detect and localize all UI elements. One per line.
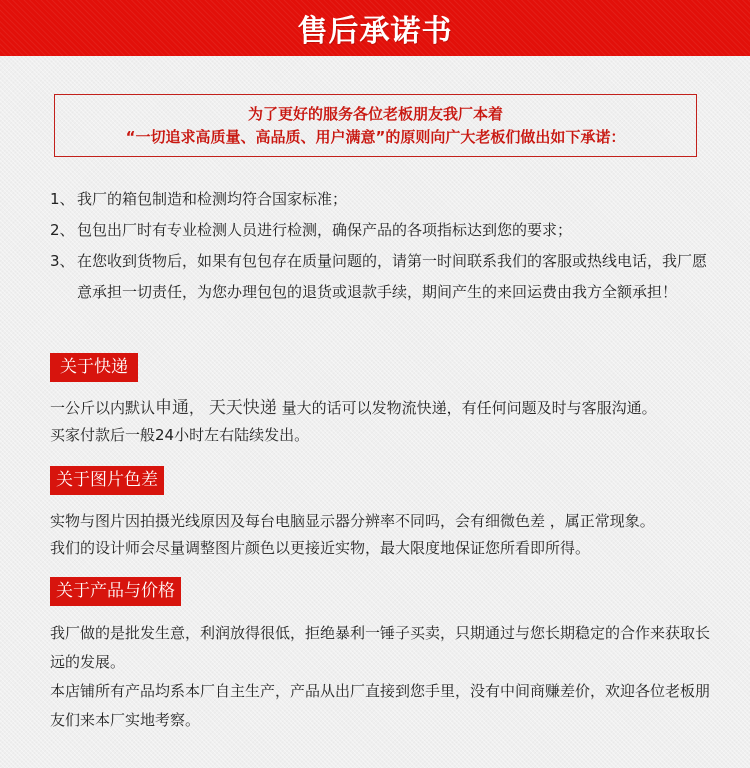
intro-line-1: 为了更好的服务各位老板朋友我厂本着 [247, 104, 503, 123]
intro-box [54, 94, 697, 157]
separator: ， [189, 399, 205, 417]
express-line-2: 买家付款后一般24小时左右陆续发出。 [50, 426, 310, 444]
commitment-number: 2、 [50, 221, 75, 239]
commitment-item [50, 184, 720, 215]
commitment-text: 我厂的箱包制造和检测均符合国家标准； [77, 190, 348, 208]
page-title: 售后承诺书 [297, 14, 453, 49]
commitment-item [50, 246, 720, 308]
commitment-number: 3、 [50, 252, 75, 270]
intro-line-2: “一切追求高质量、高品质、用户满意”的原则向广大老板们做出如下承诺： [125, 127, 626, 146]
product-price-p2: 本店铺所有产品均系本厂自主生产，产品从出厂直接到您手里，没有中间商赚差价，欢迎各位老板朋友们来本厂实地考察。 [50, 682, 711, 729]
section-tag-product-price: 关于产品与价格 [50, 577, 181, 606]
express-text: 量大的话可以发物流快递，有任何问题及时与客服沟通。 [281, 399, 657, 417]
commitment-text: 在您收到货物后，如果有包包存在质量问题的，请第一时间联系我们的客服或热线电话，我厂愿意承担一切责任，为您办理包包的退货或退款手续，期间产生的来回运费由我方全额承担！ [77, 252, 708, 301]
section-tag-color-diff: 关于图片色差 [50, 466, 164, 495]
commitment-list [50, 184, 720, 308]
product-price-paragraph [50, 619, 720, 735]
color-diff-line-1: 实物与图片因拍摄光线原因及每台电脑显示器分辨率不同吗，会有细微色差 ，属正常现象。 [50, 512, 655, 530]
express-paragraph [50, 395, 720, 449]
commitment-number: 1、 [50, 190, 75, 208]
color-diff-line-2: 我们的设计师会尽量调整图片颜色以更接近实物，最大限度地保证您所看即所得。 [50, 539, 591, 557]
commitment-text: 包包出厂时有专业检测人员进行检测，确保产品的各项指标达到您的要求； [77, 221, 573, 239]
commitment-item [50, 215, 720, 246]
section-tag-express: 关于快递 [50, 353, 138, 382]
product-price-p1: 我厂做的是批发生意，利润放得很低，拒绝暴利一锤子买卖，只期通过与您长期稳定的合作来获取长远的发展。 [50, 624, 711, 671]
page-header [0, 0, 750, 56]
courier-sto: 申通 [155, 398, 190, 418]
express-text: 一公斤以内默认 [50, 399, 156, 417]
express-line-1 [50, 395, 720, 422]
courier-tiantian: 天天快递 [208, 398, 277, 418]
color-diff-paragraph [50, 508, 720, 562]
